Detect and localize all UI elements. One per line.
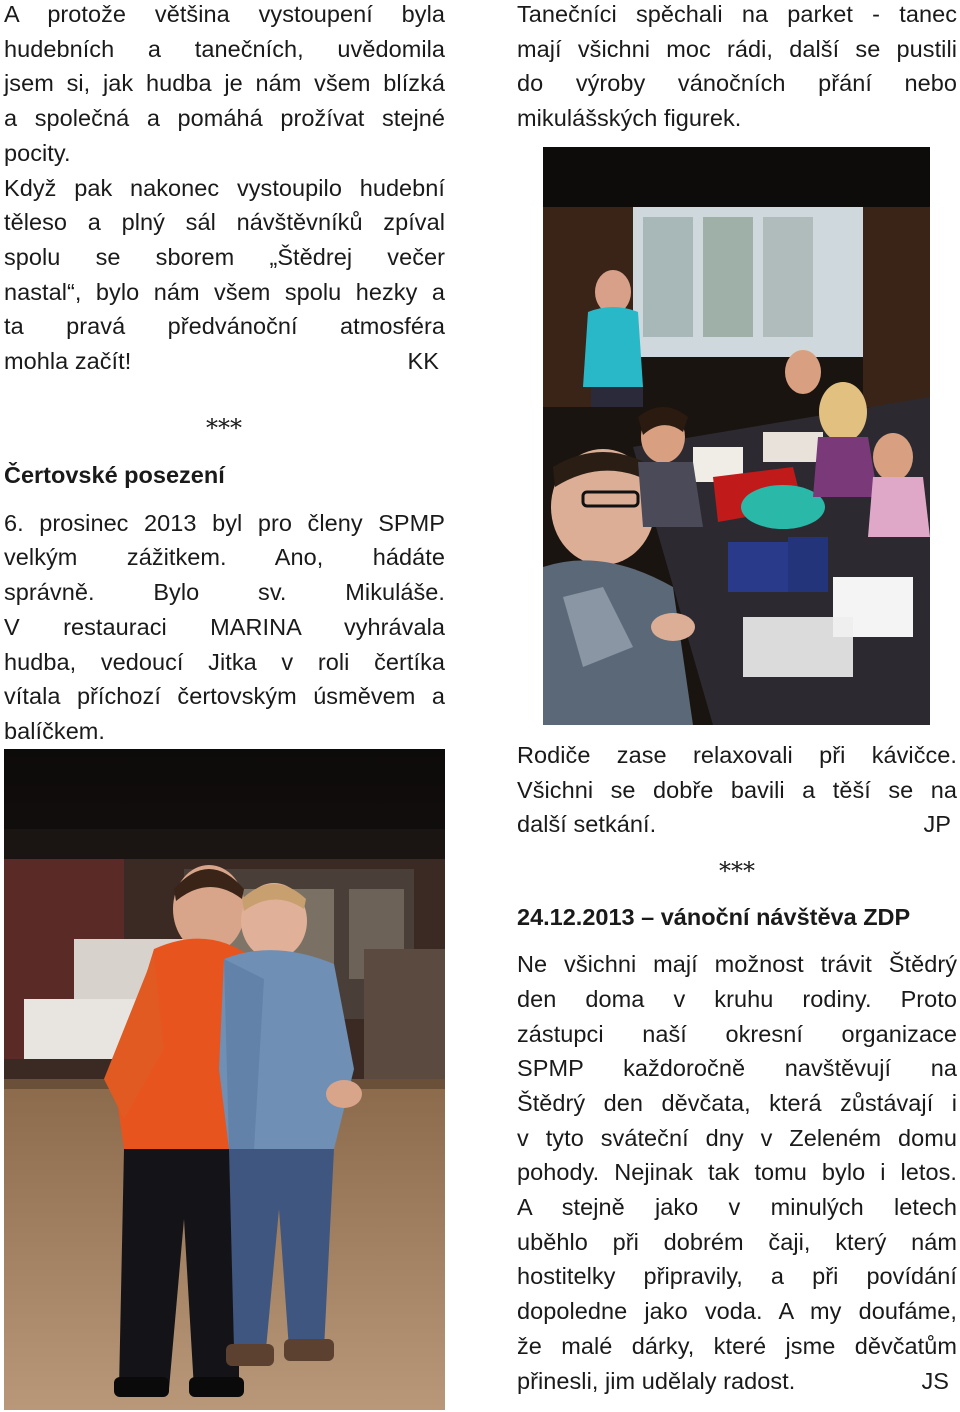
text-line: V restauraci MARINA vyhrávala xyxy=(4,613,445,640)
photo-dancing-couple-image xyxy=(4,749,445,1410)
intro-paragraph xyxy=(4,0,445,379)
text-line: hudba, vedoucí Jitka v roli čertíka xyxy=(4,648,445,675)
section-heading: Čertovské posezení xyxy=(4,461,225,488)
text-line: velkým zážitkem. Ano, hádáte xyxy=(4,544,445,571)
text-line: vítala příchozí čertovským úsměvem a xyxy=(4,683,445,710)
text-line: balíčkem. xyxy=(4,717,106,744)
left-column xyxy=(4,0,445,749)
text-line: den doma v kruhu rodiny. Proto xyxy=(517,985,957,1012)
text-line: pohody. Nejinak tak tomu bylo i letos. xyxy=(517,1159,957,1186)
text-line: do výroby vánočních přání nebo xyxy=(517,70,957,97)
text-line: mají všichni moc rádi, další se pustili xyxy=(517,35,957,62)
text-line: Štědrý den děvčata, která zůstávají i xyxy=(517,1089,957,1116)
section-separator: *** xyxy=(719,857,755,886)
author-initials: JP xyxy=(923,811,951,838)
text-line: ta pravá předvánoční atmosféra xyxy=(4,313,445,340)
text-line: spolu se sborem „Štědrej večer xyxy=(4,243,445,270)
text-line: že malé dárky, které jsme děvčatům xyxy=(517,1332,957,1359)
section-heading: 24.12.2013 – vánoční návštěva ZDP xyxy=(517,904,911,931)
text-line: přinesli, jim udělaly radost. xyxy=(517,1367,796,1394)
text-line: SPMP každoročně navštěvují na xyxy=(517,1055,957,1082)
after-photo-paragraph xyxy=(517,738,957,842)
text-line: dopoledne jako voda. A my doufáme, xyxy=(517,1298,957,1325)
text-line: jsem si, jak hudba je nám všem blízká xyxy=(4,70,445,97)
text-line: mikulášských figurek. xyxy=(517,105,742,132)
text-line: zástupci naší okresní organizace xyxy=(517,1020,957,1047)
text-line: v tyto sváteční dny v Zeleném domu xyxy=(517,1124,957,1151)
text-line: Když pak nakonec vystoupilo hudební xyxy=(4,174,445,201)
text-line: Rodiče zase relaxovali při kávičce. xyxy=(517,742,957,768)
author-initials: JS xyxy=(921,1367,949,1394)
body-paragraph xyxy=(517,947,957,1398)
text-line: 6. prosinec 2013 byl pro členy SPMP xyxy=(4,509,445,536)
text-line: těleso a plný sál návštěvníků zpíval xyxy=(4,209,445,236)
photo-crafting-table-image xyxy=(543,147,930,725)
right-column-lower xyxy=(517,738,957,1398)
intro-paragraph xyxy=(517,0,957,136)
text-line: další setkání. xyxy=(517,811,657,838)
text-line: pocity. xyxy=(4,139,71,166)
text-line: mohla začít! xyxy=(4,348,132,375)
section-separator: *** xyxy=(206,413,242,442)
signature-line xyxy=(517,807,957,842)
text-line: hostitelky připravily, a při povídání xyxy=(517,1263,957,1290)
body-paragraph xyxy=(4,506,445,749)
text-line: nastal“, bylo nám všem spolu hezky a xyxy=(4,278,445,305)
text-line: uběhlo při dobrém čaji, který nám xyxy=(517,1228,957,1255)
author-initials: KK xyxy=(407,348,439,375)
right-column xyxy=(517,0,957,136)
photo-dancing-couple xyxy=(4,749,445,1410)
text-line: A protože většina vystoupení byla xyxy=(4,1,445,27)
text-line: Tanečníci spěchali na parket - tanec xyxy=(517,1,957,27)
text-line: Ne všichni mají možnost trávit Štědrý xyxy=(517,951,957,978)
text-line: správně. Bylo sv. Mikuláše. xyxy=(4,579,445,606)
signature-line xyxy=(517,1364,957,1399)
text-line: A stejně jako v minulých letech xyxy=(517,1194,957,1221)
text-line: Všichni se dobře bavili a těší se na xyxy=(517,776,957,803)
photo-crafting-table xyxy=(543,147,930,725)
text-line: a společná a pomáhá prožívat stejné xyxy=(4,105,445,132)
text-line: hudebních a tanečních, uvědomila xyxy=(4,35,445,62)
signature-line xyxy=(4,344,445,379)
